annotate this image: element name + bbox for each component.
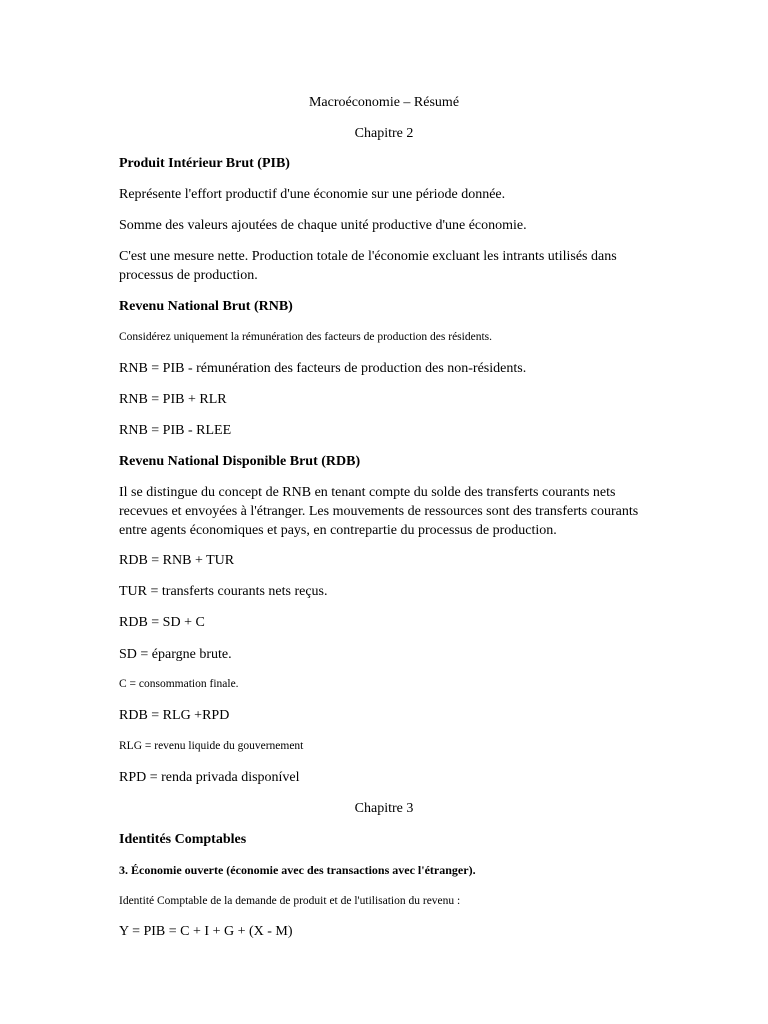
- accounting-identity-paragraph: Identité Comptable de la demande de produit et de l'utilisation du revenu :: [119, 895, 461, 907]
- rdb-equation-3: RDB = RLG +RPD: [119, 708, 230, 723]
- rdb-heading: Revenu National Disponible Brut (RDB): [119, 454, 361, 469]
- rpd-definition: RPD = renda privada disponível: [119, 770, 300, 785]
- gdp-identity-equation: Y = PIB = C + I + G + (X - M): [119, 924, 293, 939]
- tur-definition: TUR = transferts courants nets reçus.: [119, 584, 328, 599]
- rnb-equation-2: RNB = PIB + RLR: [119, 392, 227, 407]
- open-economy-subheading: 3. Économie ouverte (économie avec des transactions avec l'étranger).: [119, 863, 476, 877]
- pib-paragraph-2: Somme des valeurs ajoutées de chaque unité productive d'une économie.: [119, 218, 527, 233]
- c-definition: C = consommation finale.: [119, 678, 239, 690]
- chapter-3-heading: Chapitre 3: [354, 801, 414, 816]
- chapter-2-heading: Chapitre 2: [354, 126, 414, 141]
- rnb-paragraph-1: Considérez uniquement la rémunération des facteurs de production des résidents.: [119, 331, 492, 343]
- rdb-equation-2: RDB = SD + C: [119, 615, 205, 630]
- identites-comptables-heading: Identités Comptables: [119, 832, 247, 847]
- rnb-equation-1: RNB = PIB - rémunération des facteurs de production des non-résidents.: [119, 361, 527, 376]
- rlg-definition: RLG = revenu liquide du gouvernement: [119, 740, 304, 752]
- pib-paragraph-1: Représente l'effort productif d'une économie sur une période donnée.: [119, 187, 506, 202]
- rnb-equation-3: RNB = PIB - RLEE: [119, 423, 232, 438]
- sd-definition: SD = épargne brute.: [119, 647, 232, 662]
- rdb-equation-1: RDB = RNB + TUR: [119, 553, 235, 568]
- rdb-paragraph-1: Il se distingue du concept de RNB en tenant compte du solde des transferts courants nets recevues et envoyées à l'étranger. Les mouvements de ressources sont des transferts courants entre agents économiques et pays, en contrepartie du processus de production.: [119, 485, 639, 538]
- rnb-heading: Revenu National Brut (RNB): [119, 299, 293, 314]
- document-title: Macroéconomie – Résumé: [308, 95, 460, 110]
- pib-heading: Produit Intérieur Brut (PIB): [119, 156, 290, 171]
- pib-paragraph-3: C'est une mesure nette. Production totale de l'économie excluant les intrants utilisés dans processus de production.: [119, 249, 617, 283]
